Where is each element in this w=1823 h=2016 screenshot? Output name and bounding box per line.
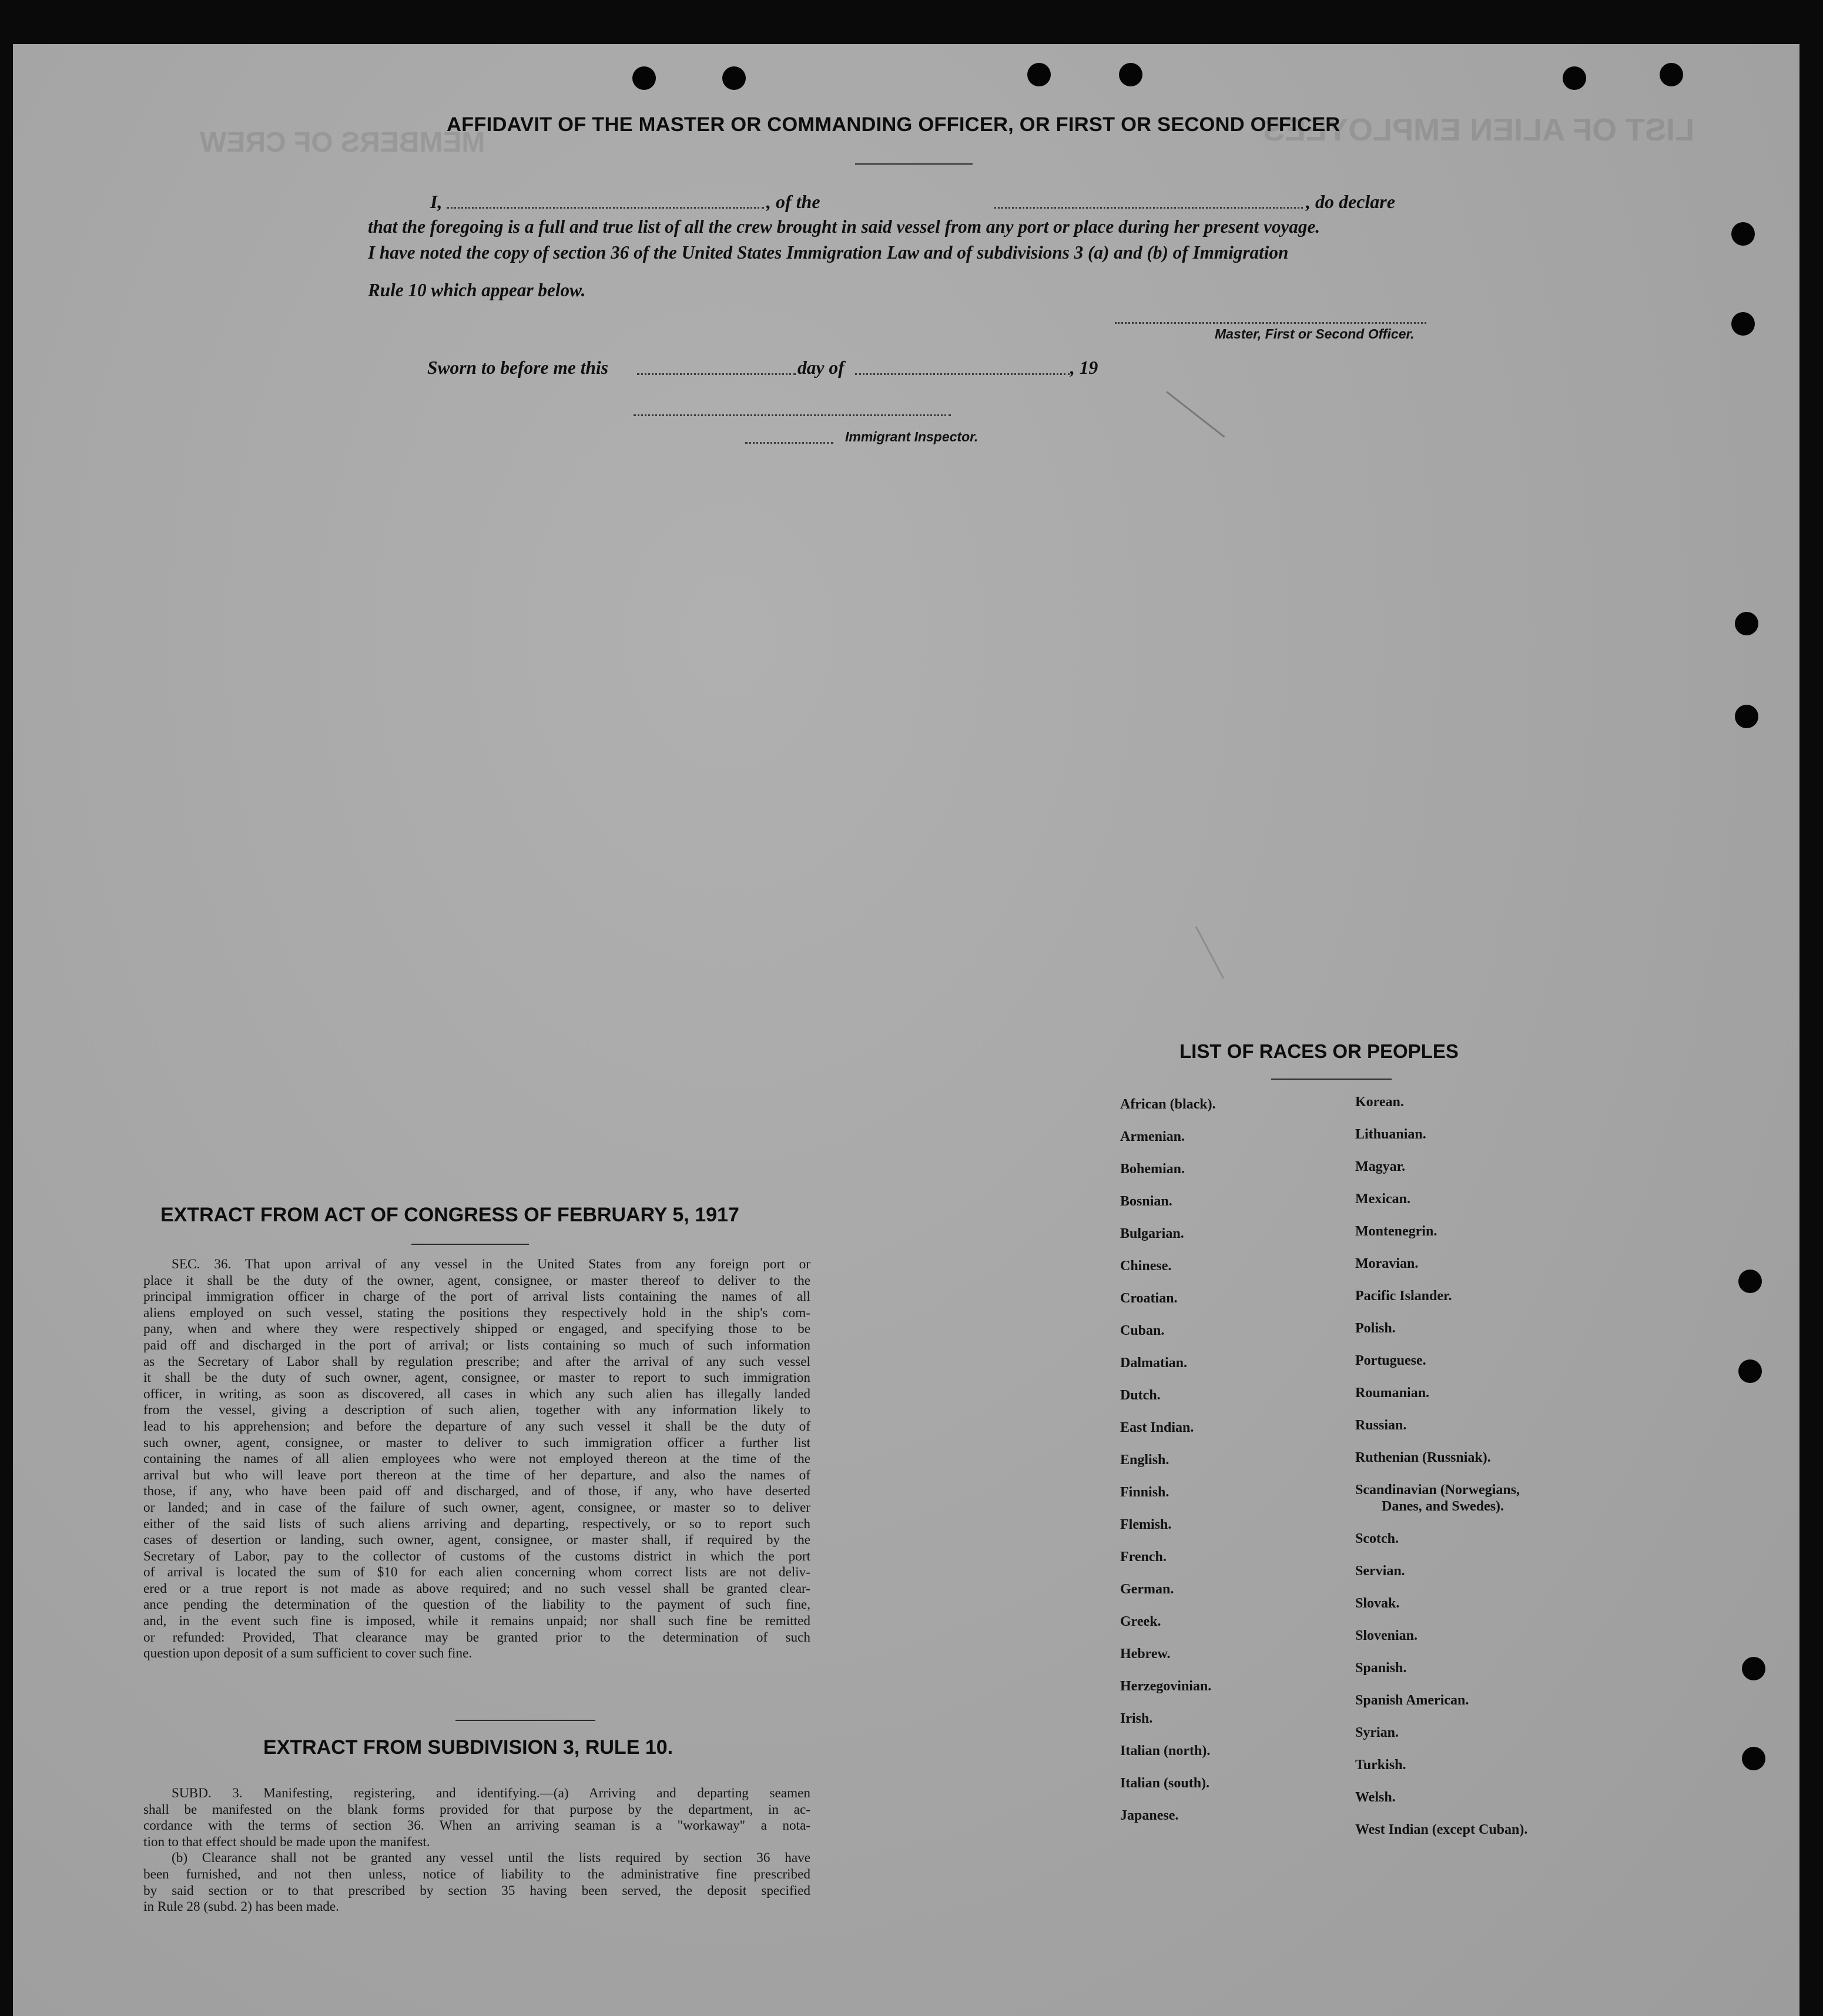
act-extract-title-rule <box>411 1244 529 1245</box>
sworn-day-field[interactable] <box>637 373 796 375</box>
affidavit-line-1 <box>430 189 1465 214</box>
race-item: African (black). <box>1120 1097 1216 1112</box>
statute-line: or refunded: Provided, That clearance may be granted prior to the determination of such <box>143 1629 810 1645</box>
race-item: Greek. <box>1120 1614 1161 1629</box>
race-item: Slovenian. <box>1355 1628 1418 1643</box>
race-item: English. <box>1120 1452 1169 1468</box>
race-item: Montenegrin. <box>1355 1224 1437 1239</box>
race-item: Syrian. <box>1355 1725 1399 1740</box>
statute-line: SUBD. 3. Manifesting, registering, and identifying.—(a) Arriving and departing seamen <box>172 1786 810 1801</box>
punch-hole <box>722 66 746 90</box>
race-item: Moravian. <box>1355 1256 1419 1271</box>
race-item: Danes, and Swedes). <box>1382 1499 1504 1514</box>
statute-line: either of the said lists of such aliens arriving and departing, respectively, or so to report such <box>143 1516 810 1532</box>
statute-line: arrival but who will leave port thereon at the time of her departure, and also the names of <box>143 1467 810 1483</box>
punch-hole <box>1563 66 1586 90</box>
statute-line: principal immigration officer in charge of the port of arrival lists containing the names of all <box>143 1289 810 1305</box>
race-item: Cuban. <box>1120 1323 1165 1338</box>
race-item: Bohemian. <box>1120 1161 1185 1177</box>
punch-hole <box>1119 63 1142 86</box>
statute-line: cordance with the terms of section 36. When an arriving seaman is a "workaway" a nota- <box>143 1818 810 1834</box>
races-title-rule <box>1271 1079 1392 1080</box>
statute-line: (b) Clearance shall not be granted any vessel until the lists required by section 36 have <box>172 1850 810 1866</box>
race-item: West Indian (except Cuban). <box>1355 1822 1528 1837</box>
statute-line: of arrival is located the sum of $10 for each alien concerning whom correct lists are not deliv- <box>143 1565 810 1580</box>
statute-line: or landed; and in case of the failure of such owner, agent, consignee, or master so to deliver <box>143 1499 810 1515</box>
race-item: Irish. <box>1120 1711 1153 1726</box>
race-item: Flemish. <box>1120 1517 1172 1532</box>
punch-hole <box>1027 63 1051 86</box>
statute-line: Secretary of Labor, pay to the collector of customs of the customs district in which the port <box>143 1548 810 1564</box>
punch-hole <box>632 66 656 90</box>
statute-line: and, in the event such fine is imposed, while it remains unpaid; nor shall such fine be remitted <box>143 1613 810 1629</box>
statute-line: place it shall be the duty of the owner, agent, consignee, or master thereof to deliver to the <box>143 1272 810 1288</box>
race-item: Ruthenian (Russniak). <box>1355 1450 1491 1465</box>
sworn-prefix: Sworn to before me this <box>427 357 609 378</box>
statute-line: shall be manifested on the blank forms provided for that purpose by the department, in ac- <box>143 1801 810 1817</box>
punch-hole <box>1731 222 1755 246</box>
statute-line: as the Secretary of Labor shall by regulation prescribe; and after the arrival of any such vessel <box>143 1354 810 1369</box>
race-item: Magyar. <box>1355 1159 1406 1174</box>
race-item: Italian (north). <box>1120 1743 1211 1759</box>
punch-hole <box>1738 1270 1762 1293</box>
punch-hole <box>1731 312 1755 336</box>
punch-hole <box>1742 1747 1765 1770</box>
race-item: Hebrew. <box>1120 1646 1171 1662</box>
races-title: LIST OF RACES OR PEOPLES <box>1179 1040 1459 1062</box>
race-item: German. <box>1120 1582 1174 1597</box>
sworn-line <box>427 356 1109 381</box>
statute-line: question upon deposit of a sum sufficient to cover such fine. <box>143 1646 472 1662</box>
race-item: Japanese. <box>1120 1808 1179 1823</box>
statute-line: by said section or to that prescribed by section 35 having been served, the deposit specified <box>143 1883 810 1898</box>
sworn-month-field[interactable] <box>855 373 1070 375</box>
race-item: Polish. <box>1355 1321 1396 1336</box>
bleed-through-text: LIST OF ALIEN EMPLOYEES <box>1264 112 1695 148</box>
act-extract-body <box>143 1257 810 1662</box>
inspector-label: Immigrant Inspector. <box>845 429 978 444</box>
race-item: Scotch. <box>1355 1531 1399 1546</box>
statute-line: it shall be the duty of such owner, agent, consignee, or master to report to such immigration <box>143 1370 810 1386</box>
rule-extract-body <box>143 1786 810 1915</box>
vessel-name-field[interactable] <box>994 207 1303 209</box>
rule-extract-title: EXTRACT FROM SUBDIVISION 3, RULE 10. <box>263 1736 673 1759</box>
race-item: Servian. <box>1355 1563 1405 1579</box>
vessel-of-label: , of the <box>766 191 820 212</box>
punch-hole <box>1738 1359 1762 1383</box>
race-item: Armenian. <box>1120 1129 1185 1144</box>
statute-line: ance pending the determination of the question of the liability to the payment of such fine, <box>143 1597 810 1613</box>
race-item: Herzegovinian. <box>1120 1679 1212 1694</box>
race-item: Finnish. <box>1120 1485 1169 1500</box>
race-item: Bosnian. <box>1120 1194 1172 1209</box>
race-item: Welsh. <box>1355 1790 1396 1805</box>
race-item: French. <box>1120 1549 1167 1565</box>
affidavit-line-3: I have noted the copy of section 36 of the United States Immigration Law and of subdivisions 3 (a) and (b) of Immigration <box>368 242 1289 263</box>
race-item: Scandinavian (Norwegians, <box>1355 1482 1520 1498</box>
punch-hole <box>1735 612 1758 635</box>
statute-line: tion to that effect should be made upon the manifest. <box>143 1834 430 1850</box>
punch-hole <box>1660 63 1683 86</box>
race-item: Spanish American. <box>1355 1693 1469 1708</box>
master-signature-label: Master, First or Second Officer. <box>1215 326 1415 341</box>
statute-line: paid off and discharged in the port of arrival; or lists containing so much of such information <box>143 1337 810 1353</box>
statute-line: lead to his apprehension; and before the departure of any such vessel it shall be the duty of <box>143 1418 810 1434</box>
statute-line: aliens employed on such vessel, stating the positions they respectively hold in the ship's com- <box>143 1305 810 1321</box>
punch-hole <box>1742 1657 1765 1680</box>
statute-line: SEC. 36. That upon arrival of any vessel in the United States from any foreign port or <box>172 1257 810 1272</box>
race-item: Chinese. <box>1120 1258 1172 1274</box>
act-extract-divider <box>455 1720 595 1721</box>
affiant-name-field[interactable] <box>447 207 764 209</box>
punch-hole <box>1735 705 1758 728</box>
race-item: Portuguese. <box>1355 1353 1426 1368</box>
affiant-prefix: I, <box>430 191 443 212</box>
race-item: East Indian. <box>1120 1420 1194 1435</box>
race-item: Spanish. <box>1355 1660 1407 1676</box>
race-item: Italian (south). <box>1120 1776 1210 1791</box>
statute-line: such owner, agent, consignee, or master to deliver to such immigration officer a further list <box>143 1435 810 1451</box>
sworn-year-label: , 19 <box>1070 357 1098 378</box>
race-item: Russian. <box>1355 1418 1407 1433</box>
race-item: Pacific Islander. <box>1355 1288 1452 1304</box>
declare-label: , do declare <box>1306 191 1395 212</box>
bleed-through-text: MEMBERS OF CREW <box>200 127 485 158</box>
statute-line: containing the names of all alien employees who were not employed thereon at the time of the <box>143 1451 810 1467</box>
race-item: Turkish. <box>1355 1757 1406 1773</box>
statute-line: pany, when and where they were respectively shipped or engaged, and specifying those to be <box>143 1321 810 1337</box>
sworn-day-label: day of <box>797 357 845 378</box>
affidavit-line-2: that the foregoing is a full and true list of all the crew brought in said vessel from any port or place during her present voyage. <box>368 216 1321 237</box>
statute-line: officer, in writing, as soon as discovered, all cases in which any such alien has illegally landed <box>143 1386 810 1402</box>
race-item: Dalmatian. <box>1120 1355 1187 1371</box>
race-item: Slovak. <box>1355 1596 1400 1611</box>
inspector-initial-field[interactable] <box>745 442 833 444</box>
document-page <box>13 44 1799 2016</box>
race-item: Dutch. <box>1120 1388 1161 1403</box>
race-item: Roumanian. <box>1355 1385 1430 1401</box>
inspector-signature-field[interactable] <box>634 414 951 416</box>
statute-line: been furnished, and not then unless, notice of liability to the administrative fine prescribed <box>143 1866 810 1882</box>
race-item: Korean. <box>1355 1094 1404 1110</box>
statute-line: cases of desertion or landing, such owner, agent, consignee, or master shall, if required by the <box>143 1532 810 1548</box>
act-extract-title: EXTRACT FROM ACT OF CONGRESS OF FEBRUARY 5, 1917 <box>160 1204 739 1226</box>
statute-line: from the vessel, giving a description of such alien, together with any information likely to <box>143 1402 810 1418</box>
statute-line: ered or a true report is not made as above required; and no such vessel shall be granted clear- <box>143 1580 810 1596</box>
statute-line: those, if any, who have been paid off and discharged, and of those, if any, who have deserted <box>143 1483 810 1499</box>
race-item: Bulgarian. <box>1120 1226 1184 1241</box>
statute-line: in Rule 28 (subd. 2) has been made. <box>143 1899 339 1915</box>
affidavit-title-rule <box>855 163 973 165</box>
race-item: Mexican. <box>1355 1191 1410 1207</box>
affidavit-line-4: Rule 10 which appear below. <box>368 280 586 300</box>
affidavit-title: AFFIDAVIT OF THE MASTER OR COMMANDING OFFICER, OR FIRST OR SECOND OFFICER <box>447 113 1341 136</box>
race-item: Croatian. <box>1120 1291 1178 1306</box>
master-signature-field[interactable] <box>1115 322 1426 324</box>
race-item: Lithuanian. <box>1355 1127 1426 1142</box>
